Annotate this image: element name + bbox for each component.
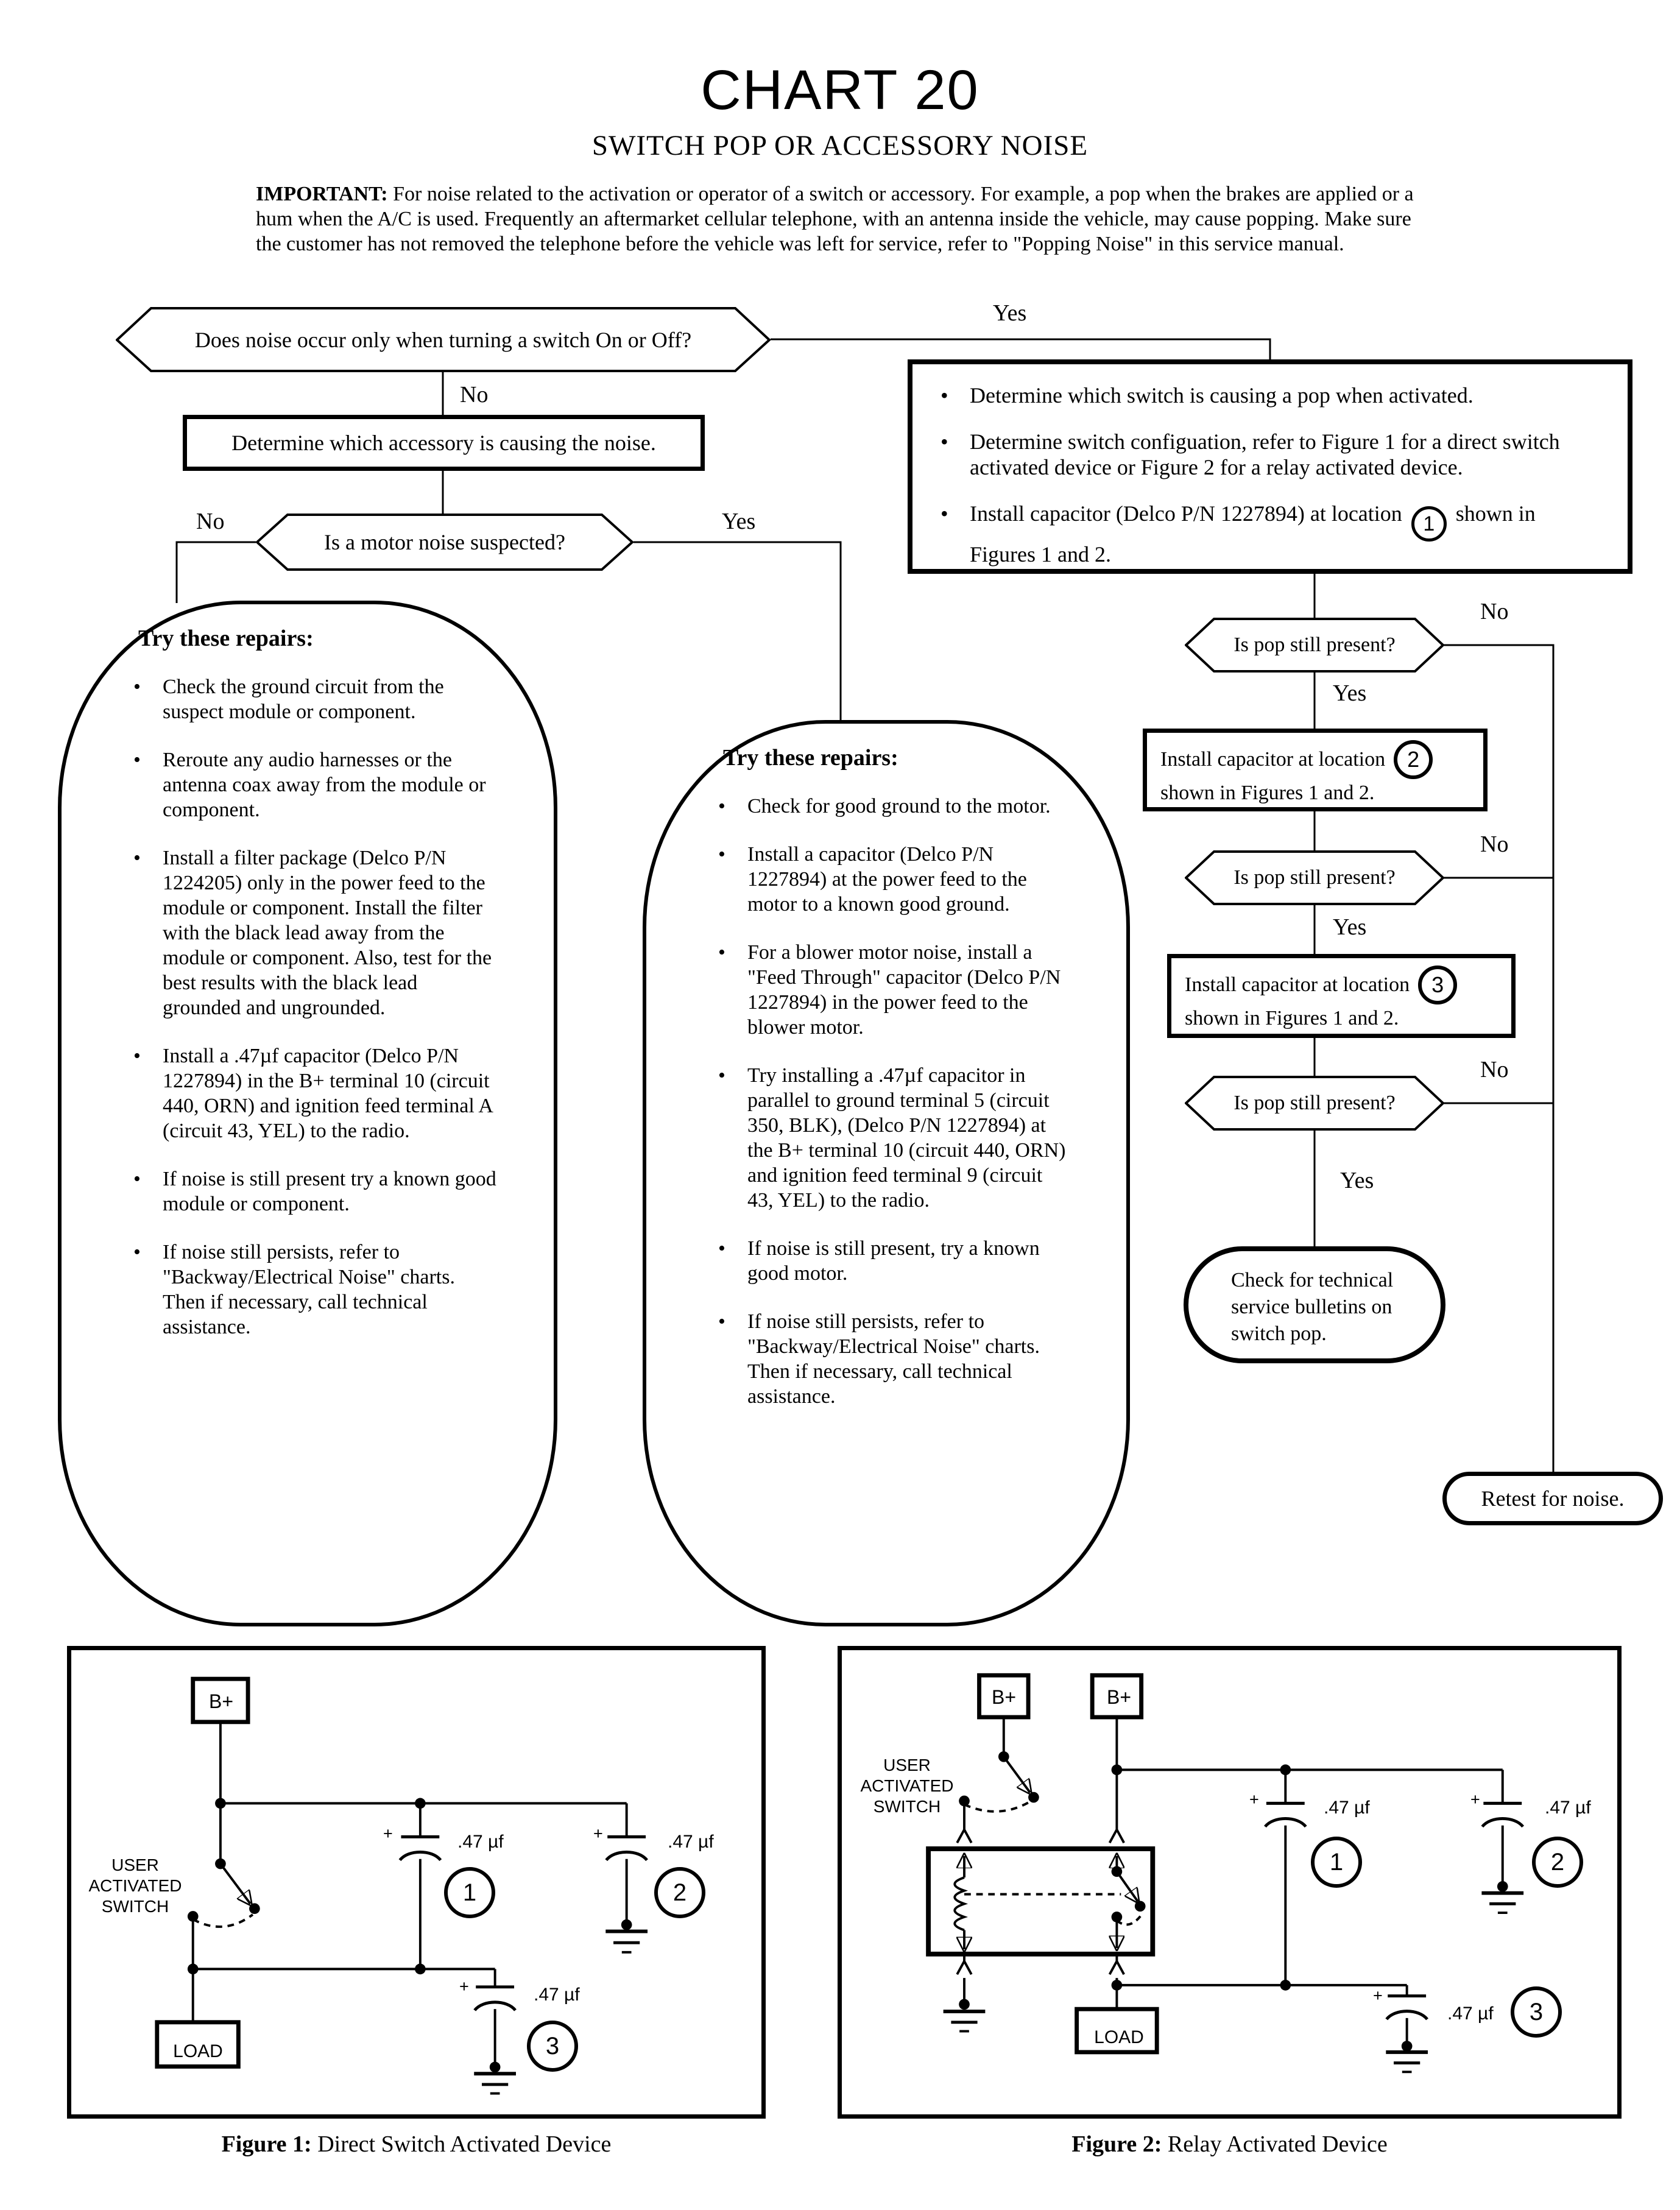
fig2-load-label: LOAD xyxy=(1094,2027,1144,2047)
repair-text: If noise still persists, refer to "Backway/Electrical Noise" charts. Then if necessary, call technical assistance. xyxy=(163,1241,455,1338)
figure-1-caption-text: Direct Switch Activated Device xyxy=(317,2131,612,2157)
bullet-icon xyxy=(133,1240,144,1340)
fig1-bplus-label: B+ xyxy=(208,1690,234,1712)
determine-accessory-label: Determine which accessory is causing the noise. xyxy=(231,431,656,455)
list-item xyxy=(718,794,1073,819)
edge-label-no-3: No xyxy=(1480,599,1509,624)
figure-2-caption-text: Relay Activated Device xyxy=(1167,2131,1388,2157)
install-3-text: Install capacitor at location xyxy=(1185,973,1410,996)
fig1-cap2-value: .47 µf xyxy=(668,1832,714,1852)
repair-text: Install a filter package (Delco P/N 1224205) only in the power feed to the module or component. Install the filter with the black lead away from the module or component. Also, test for the best results with the black lead grounded and ungrounded. xyxy=(163,847,492,1019)
edge-label-no-1: No xyxy=(460,382,489,408)
fig2-cap3-value: .47 µf xyxy=(1447,2003,1494,2024)
question-pop-3-label: Is pop still present? xyxy=(1234,1092,1396,1114)
fig1-capacitors xyxy=(400,1837,647,2010)
list-item xyxy=(133,1240,500,1340)
install-3-line1 xyxy=(1185,966,1502,1004)
fig2-circuit-svg xyxy=(842,1650,1617,2114)
step-text xyxy=(970,501,1603,567)
switch-pop-steps-box xyxy=(908,359,1632,574)
list-item xyxy=(133,747,500,822)
repair-text: Try installing a .47µf capacitor in parallel to ground terminal 5 (circuit 350, BLK), (Delco P/N 1227894) at the B+ terminal 10 (circuit 440, ORN) and ignition feed terminal 9 (circuit 43, YEL) to the radio. xyxy=(747,1064,1066,1212)
edge-label-no-2: No xyxy=(196,509,225,534)
fig2-cap1-polarity: + xyxy=(1249,1790,1259,1809)
repair-text: For a blower motor noise, install a "Feed Through" capacitor (Delco P/N 1227894) in the power feed to the blower motor. xyxy=(747,941,1061,1039)
tsb-terminal xyxy=(1184,1246,1445,1363)
fig2-relay-box xyxy=(928,1849,1152,1954)
question-pop-1 xyxy=(1185,618,1444,673)
figure-2-caption-label: Figure 2: xyxy=(1071,2131,1162,2157)
bullet-icon xyxy=(133,747,144,822)
fig1-location-3-badge: 3 xyxy=(527,2021,578,2072)
list-item xyxy=(718,940,1073,1040)
fig1-cap1-value: .47 µf xyxy=(457,1832,504,1852)
bullet-icon xyxy=(133,1043,144,1143)
list-item xyxy=(718,842,1073,917)
fig2-location-1-badge: 1 xyxy=(1311,1837,1362,1888)
install-location-2-box xyxy=(1143,729,1488,811)
retest-label: Retest for noise. xyxy=(1481,1486,1625,1511)
repairs-motor-oval xyxy=(643,720,1130,1626)
page-title: CHART 20 xyxy=(701,59,979,121)
bullet-icon xyxy=(718,1309,729,1409)
repair-text: Reroute any audio harnesses or the antenna coax away from the module or component. xyxy=(163,749,486,821)
repair-text: Check the ground circuit from the suspect module or component. xyxy=(163,676,444,723)
fig2-cap1-value: .47 µf xyxy=(1324,1798,1370,1818)
bullet-icon xyxy=(718,794,729,819)
location-3-badge: 3 xyxy=(1418,966,1457,1004)
repair-text: If noise is still present, try a known good motor. xyxy=(747,1237,1040,1285)
question-switch-noise xyxy=(116,307,771,372)
install-location-3-box xyxy=(1167,954,1516,1038)
figure-1-caption xyxy=(67,2131,766,2158)
install-2-line1 xyxy=(1160,740,1474,779)
fig2-location-3-badge: 3 xyxy=(1511,1986,1562,2038)
figure-2-caption xyxy=(838,2131,1622,2158)
step-text-after: shown in Figures 1 and 2. xyxy=(970,501,1536,567)
bullet-icon xyxy=(941,429,951,480)
important-text: For noise related to the activation or operator of a switch or accessory. For example, a pop when the brakes are applied or a hum when the A/C is used. Frequently an aftermarket cellular telephone, with an antenna inside the vehicle, may cause popping. Make sure the customer has not removed the telephone before the vehicle was left for service, refer to "Popping Noise" in this service manual. xyxy=(256,183,1414,255)
bullet-icon xyxy=(133,846,144,1020)
edge-label-yes-1: Yes xyxy=(993,300,1027,326)
important-label: IMPORTANT: xyxy=(256,183,388,205)
install-3-line2: shown in Figures 1 and 2. xyxy=(1185,1007,1399,1029)
edge-label-no-4: No xyxy=(1480,831,1509,857)
bullet-icon xyxy=(718,1063,729,1213)
repair-text: If noise is still present try a known good module or component. xyxy=(163,1168,496,1215)
step-text-before: Install capacitor (Delco P/N 1227894) at location xyxy=(970,501,1402,526)
list-item xyxy=(941,501,1603,567)
fig2-bplus-label-1: B+ xyxy=(991,1686,1017,1708)
question-motor-noise xyxy=(256,514,634,571)
fig1-cap2-polarity: + xyxy=(593,1824,603,1843)
fig2-junction-dots xyxy=(959,1751,1508,2052)
fig1-cap3-polarity: + xyxy=(459,1977,469,1996)
list-item xyxy=(941,429,1603,480)
fig2-user-switch-label: USER ACTIVATED SWITCH xyxy=(860,1756,954,1816)
fig2-cap2-polarity: + xyxy=(1470,1790,1480,1809)
fig1-load-label: LOAD xyxy=(173,2041,223,2061)
fig1-wires xyxy=(193,1722,627,2064)
bullet-icon xyxy=(718,1236,729,1286)
question-pop-2-label: Is pop still present? xyxy=(1234,866,1396,889)
repairs-motor-title: Try these repairs: xyxy=(723,745,898,771)
bullet-icon xyxy=(941,501,951,567)
bullet-icon xyxy=(133,674,144,724)
question-pop-3 xyxy=(1185,1076,1444,1131)
repair-text: Install a capacitor (Delco P/N 1227894) at the power feed to the motor to a known good ground. xyxy=(747,843,1027,916)
fig1-location-1-badge: 1 xyxy=(444,1867,495,1918)
edge-label-yes-2: Yes xyxy=(722,509,756,534)
question-motor-noise-label: Is a motor noise suspected? xyxy=(324,530,565,554)
list-item xyxy=(133,1167,500,1216)
repair-text: Check for good ground to the motor. xyxy=(747,795,1051,817)
bullet-icon xyxy=(718,940,729,1040)
list-item xyxy=(718,1309,1073,1409)
list-item xyxy=(133,674,500,724)
question-switch-noise-label: Does noise occur only when turning a switch On or Off? xyxy=(194,327,692,352)
page-subtitle: SWITCH POP OR ACCESSORY NOISE xyxy=(591,130,1089,161)
fig1-location-2-badge: 2 xyxy=(654,1867,705,1918)
fig1-user-switch-label: USER ACTIVATED SWITCH xyxy=(88,1855,182,1916)
fig2-grounds xyxy=(944,1893,1524,2072)
list-item xyxy=(133,1043,500,1143)
repairs-accessory-title: Try these repairs: xyxy=(138,626,314,651)
install-2-text: Install capacitor at location xyxy=(1160,748,1386,771)
edge-label-yes-4: Yes xyxy=(1333,914,1367,940)
list-item xyxy=(133,846,500,1020)
repair-text: If noise still persists, refer to "Backway/Electrical Noise" charts. Then if necessary, call technical assistance. xyxy=(747,1310,1040,1408)
question-pop-1-label: Is pop still present? xyxy=(1234,634,1396,656)
important-note xyxy=(256,182,1428,256)
bullet-icon xyxy=(133,1167,144,1216)
list-item xyxy=(718,1236,1073,1286)
tsb-label: Check for technical service bulletins on switch pop. xyxy=(1231,1269,1394,1345)
fig2-cap2-value: .47 µf xyxy=(1545,1798,1591,1818)
repair-text: Install a .47µf capacitor (Delco P/N 1227894) in the B+ terminal 10 (circuit 440, ORN) and ignition feed terminal A (circuit 43, YEL) to the radio. xyxy=(163,1045,493,1142)
figure-1-caption-label: Figure 1: xyxy=(221,2131,312,2157)
list-item xyxy=(718,1063,1073,1213)
fig2-bplus-label-2: B+ xyxy=(1106,1686,1132,1708)
install-2-line2: shown in Figures 1 and 2. xyxy=(1160,782,1375,804)
fig2-location-2-badge: 2 xyxy=(1532,1837,1583,1888)
fig2-capacitors xyxy=(1265,1803,1523,2019)
fig1-cap3-value: .47 µf xyxy=(534,1985,580,2005)
step-text: Determine which switch is causing a pop when activated. xyxy=(970,383,1474,408)
fig1-cap1-polarity: + xyxy=(383,1824,393,1843)
edge-label-no-5: No xyxy=(1480,1057,1509,1082)
step-text: Determine switch configuation, refer to Figure 1 for a direct switch activated device or Figure 2 for a relay activated device. xyxy=(970,429,1560,479)
question-pop-2 xyxy=(1185,850,1444,905)
fig2-cap3-polarity: + xyxy=(1373,1986,1383,2005)
location-1-badge: 1 xyxy=(1411,506,1447,542)
location-2-badge: 2 xyxy=(1394,740,1433,779)
list-item xyxy=(941,383,1603,408)
bullet-icon xyxy=(718,842,729,917)
repairs-accessory-oval xyxy=(58,601,557,1626)
bullet-icon xyxy=(941,383,951,408)
retest-terminal xyxy=(1442,1472,1663,1525)
determine-accessory-box xyxy=(183,415,705,471)
figure-1-diagram xyxy=(67,1646,766,2119)
figure-2-diagram xyxy=(838,1646,1622,2119)
edge-label-yes-3: Yes xyxy=(1333,680,1367,706)
edge-label-yes-5: Yes xyxy=(1340,1168,1374,1193)
